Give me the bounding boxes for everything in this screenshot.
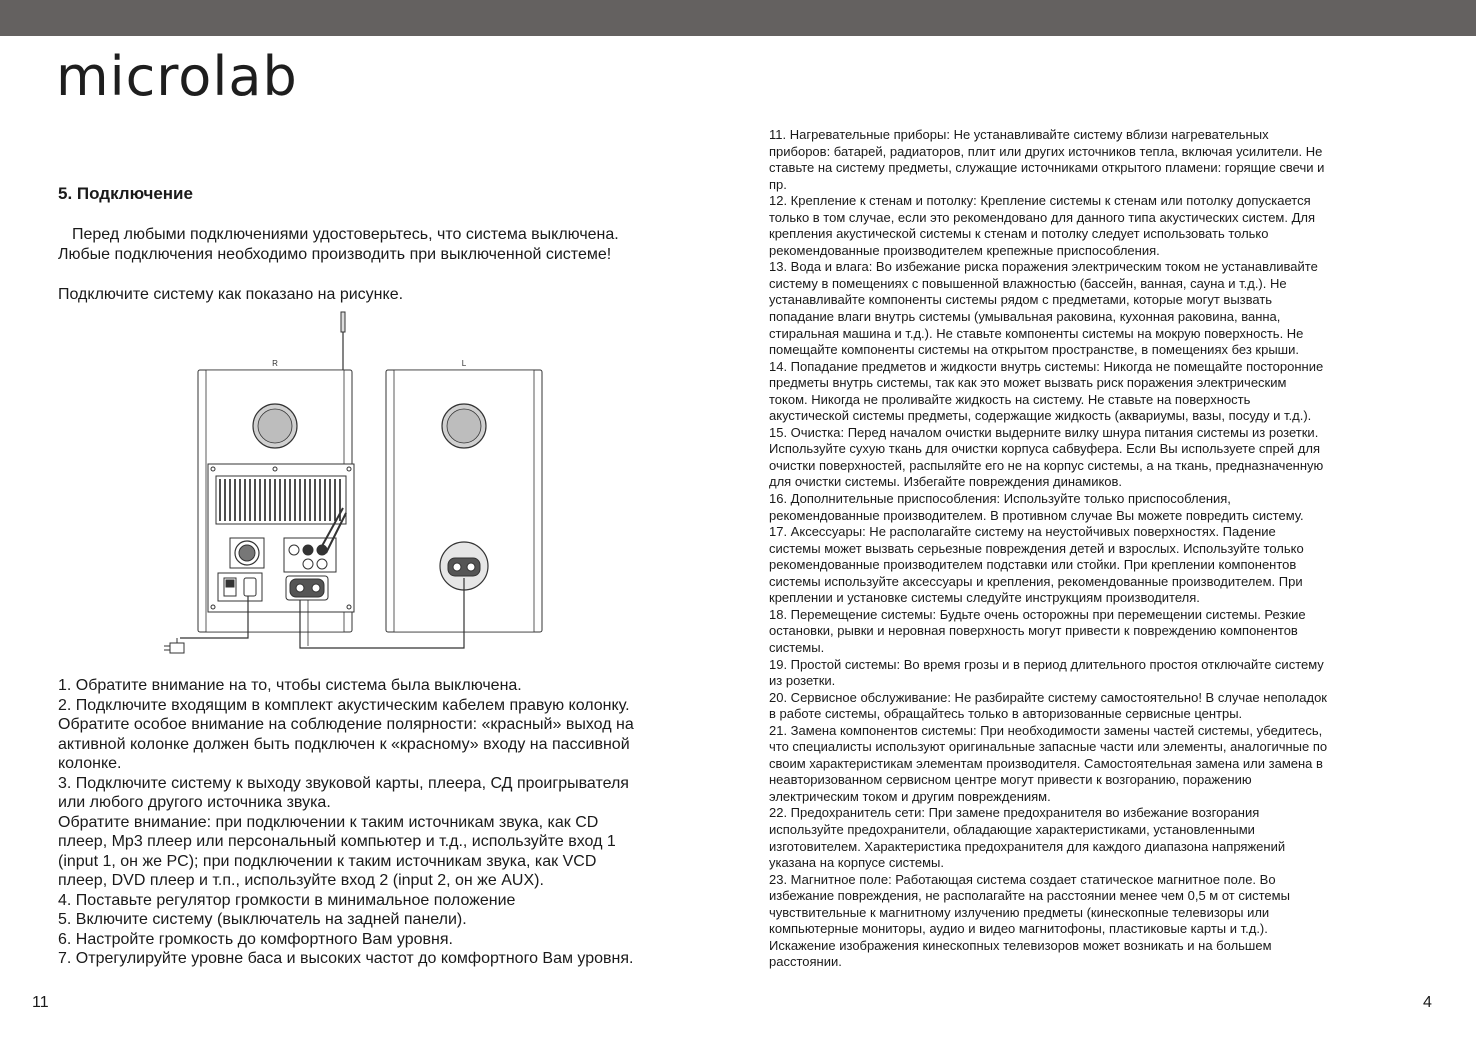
text-line: рекомендованные производителем. В противном случае Вы можете повредить систему. xyxy=(769,507,1304,523)
text-line: акустической системы предметы, содержащие жидкость (аквариумы, вазы, посуду и т.д.). xyxy=(769,408,1312,424)
text-line: компьютерные мониторы, аудио и видео магнитофоны, пластиковые карты и т.д.). xyxy=(769,921,1268,937)
text-line: пр. xyxy=(769,176,787,192)
step-line: Обратите особое внимание на соблюдение полярности: «красный» выход на xyxy=(58,716,634,733)
header-bar xyxy=(0,0,1476,36)
text-line: очистки поверхностей, распыляйте его не на корпус системы, а на ткань, предназначенную xyxy=(769,457,1324,473)
text-line: 11. Нагревательные приборы: Не устанавливайте систему вблизи нагревательных xyxy=(769,127,1269,142)
step-line: 5. Включите систему (выключатель на задней панели). xyxy=(58,911,467,928)
text-line: электрическим током и другим повреждениям. xyxy=(769,788,1051,804)
intro-line: Любые подключения необходимо производить при выключенной системе! xyxy=(58,246,612,263)
text-line: используйте предохранители, обладающие характеристиками, установленными xyxy=(769,821,1255,837)
text-line: 16. Дополнительные приспособления: Используйте только приспособления, xyxy=(769,491,1231,507)
step-line: 2. Подключите входящим в комплект акустическим кабелем правую колонку. xyxy=(58,696,630,714)
text-line: 23. Магнитное поле: Работающая система создает статическое магнитное поле. Во xyxy=(769,871,1276,887)
text-line: остановки, рывки и неровная поверхность могут привести к повреждению компонентов xyxy=(769,623,1298,639)
text-line: в работе системы, обращайтесь только в авторизованные сервисные центры. xyxy=(769,706,1243,722)
text-line: устанавливайте компоненты системы рядом с предметами, которые могут вызвать xyxy=(769,292,1273,308)
page-number-left: 11 xyxy=(32,994,49,1011)
text-line: 21. Замена компонентов системы: При необходимости замены частей системы, убедитесь, xyxy=(769,722,1323,738)
text-line: рекомендованные производителем крепежные приспособления. xyxy=(769,242,1160,258)
step-line: 4. Поставьте регулятор громкости в минимальное положение xyxy=(58,891,516,909)
text-line: указана на корпусе системы. xyxy=(769,855,945,871)
text-line: системы. xyxy=(769,639,825,655)
text-line: неавторизованном сервисном центре могут привести к возгоранию, поражению xyxy=(769,772,1252,788)
text-line: Используйте сухую ткань для очистки корпуса сабвуфера. Если Вы используете спрей для xyxy=(769,441,1321,457)
text-line: для очистки системы. Избегайте повреждения динамиков. xyxy=(769,474,1123,490)
step-line: активной колонке должен быть подключен к «красному» входу на пассивной xyxy=(58,735,630,753)
text-line: систему в помещениях с повышенной влажностью (бассейн, ванная, сауна и т.д.). Не xyxy=(769,275,1287,291)
section-title: 5. Подключение xyxy=(58,184,193,203)
step-line: (input 1, он же PC); при подключении к таким источникам звука, как VCD xyxy=(58,852,597,870)
text-line: 18. Перемещение системы: Будьте очень осторожны при перемещении системы. Резкие xyxy=(769,606,1306,622)
text-line: стиральная машина и т.д.). Не ставьте компоненты системы на мокрую поверхность. Не xyxy=(769,325,1304,341)
text-line: избежание повреждения, не располагайте на расстоянии менее чем 0,5 м от системы xyxy=(769,888,1290,904)
safety-instructions xyxy=(769,127,1425,971)
text-line: предметы внутрь системы, так как это может вызвать риск поражения электрическим xyxy=(769,375,1287,391)
step-line: плеер, Mp3 плеер или персональный компьютер и т.д., используйте вход 1 xyxy=(58,833,616,850)
label-left: L xyxy=(461,359,467,368)
intro-line: Перед любыми подключениями удостоверьтесь, что система выключена. xyxy=(72,226,619,243)
intro-text xyxy=(58,225,698,305)
text-line: током. Никогда не проливайте жидкость на систему. Не ставьте на поверхность xyxy=(769,391,1251,407)
step-line: 7. Отрегулируйте уровне баса и высоких частот до комфортного Вам уровня. xyxy=(58,950,634,967)
connection-steps xyxy=(58,676,698,969)
text-line: 17. Аксессуары: Не располагайте систему на неустойчивых поверхностях. Падение xyxy=(769,524,1276,540)
step-line: 6. Настройте громкость до комфортного Вам уровня. xyxy=(58,930,453,948)
text-line: 14. Попадание предметов и жидкости внутрь системы: Никогда не помещайте посторонние xyxy=(769,358,1324,374)
text-line: 12. Крепление к стенам и потолку: Крепление системы к стенам или потолку допускается xyxy=(769,193,1311,209)
text-line: креплении и установке системы следуйте инструкциям производителя. xyxy=(769,590,1200,606)
text-line: своим характеристикам элементам производителя. Самостоятельная замена или замена в xyxy=(769,755,1323,771)
text-line: крепления акустической системы к стенам и потолку следует использовать только xyxy=(769,226,1269,242)
text-line: 15. Очистка: Перед началом очистки выдерните вилку шнура питания системы из розетки. xyxy=(769,424,1319,440)
text-line: ставьте на систему предметы, служащие источниками открытого пламени: горящие свечи и xyxy=(769,160,1325,176)
intro-line: Подключите систему как показано на рисунке. xyxy=(58,286,404,303)
text-line: системы может вызвать серьезные повреждения детей и взрослых. Используйте только xyxy=(769,540,1304,556)
step-line: или любого другого источника звука. xyxy=(58,794,331,811)
label-right: R xyxy=(272,359,278,368)
step-line: плеер, DVD плеер и т.п., используйте вход 2 (input 2, он же AUX). xyxy=(58,872,544,889)
text-line: 22. Предохранитель сети: При замене предохранителя во избежание возгорания xyxy=(769,805,1260,821)
text-line: попадание влаги внутрь системы (умывальная раковина, кухонная раковина, ванна, xyxy=(769,309,1281,325)
text-line: чувствительные к магнитному излучению предметы (кинескопные телевизоры или xyxy=(769,904,1270,920)
step-line: 3. Подключите систему к выходу звуковой карты, плеера, СД проигрывателя xyxy=(58,774,629,792)
step-line: Обратите внимание: при подключении к таким источникам звука, как CD xyxy=(58,813,599,831)
text-line: что специалисты используют оригинальные запасные части или элементы, аналогичные по xyxy=(769,739,1328,755)
step-line: колонке. xyxy=(58,755,122,772)
text-line: Искажение изображения кинескопных телевизоров может возникать и на большем xyxy=(769,937,1272,953)
text-line: 19. Простой системы: Во время грозы и в период длительного простоя отключайте систему xyxy=(769,656,1324,672)
connection-diagram xyxy=(150,308,570,663)
text-line: 20. Сервисное обслуживание: Не разбирайте систему самостоятельно! В случае неполадок xyxy=(769,689,1327,705)
text-line: 13. Вода и влага: Во избежание риска поражения электрическим током не устанавливайте xyxy=(769,259,1318,275)
text-line: только в том случае, если это рекомендовано для данного типа акустических систем. Для xyxy=(769,209,1316,225)
text-line: помещайте компоненты системы на открытом пространстве, в помещениях без крыши. xyxy=(769,342,1299,358)
text-line: системы используйте аксессуары и крепления, рекомендованные производителем. При xyxy=(769,573,1303,589)
text-line: приборов: батарей, радиаторов, плит или других источников тепла, включая усилители. Не xyxy=(769,143,1323,159)
text-line: расстоянии. xyxy=(769,954,842,970)
text-line: изготовителем. Характеристика предохранителя для каждого диапазона напряжений xyxy=(769,838,1286,854)
brand-logo: microlab xyxy=(56,45,298,108)
page-number-right: 4 xyxy=(1423,994,1432,1011)
text-line: из розетки. xyxy=(769,673,836,689)
text-line: рекомендованные производителем подставки или стойки. При креплении компонентов xyxy=(769,557,1297,573)
step-line: 1. Обратите внимание на то, чтобы система была выключена. xyxy=(58,677,522,694)
